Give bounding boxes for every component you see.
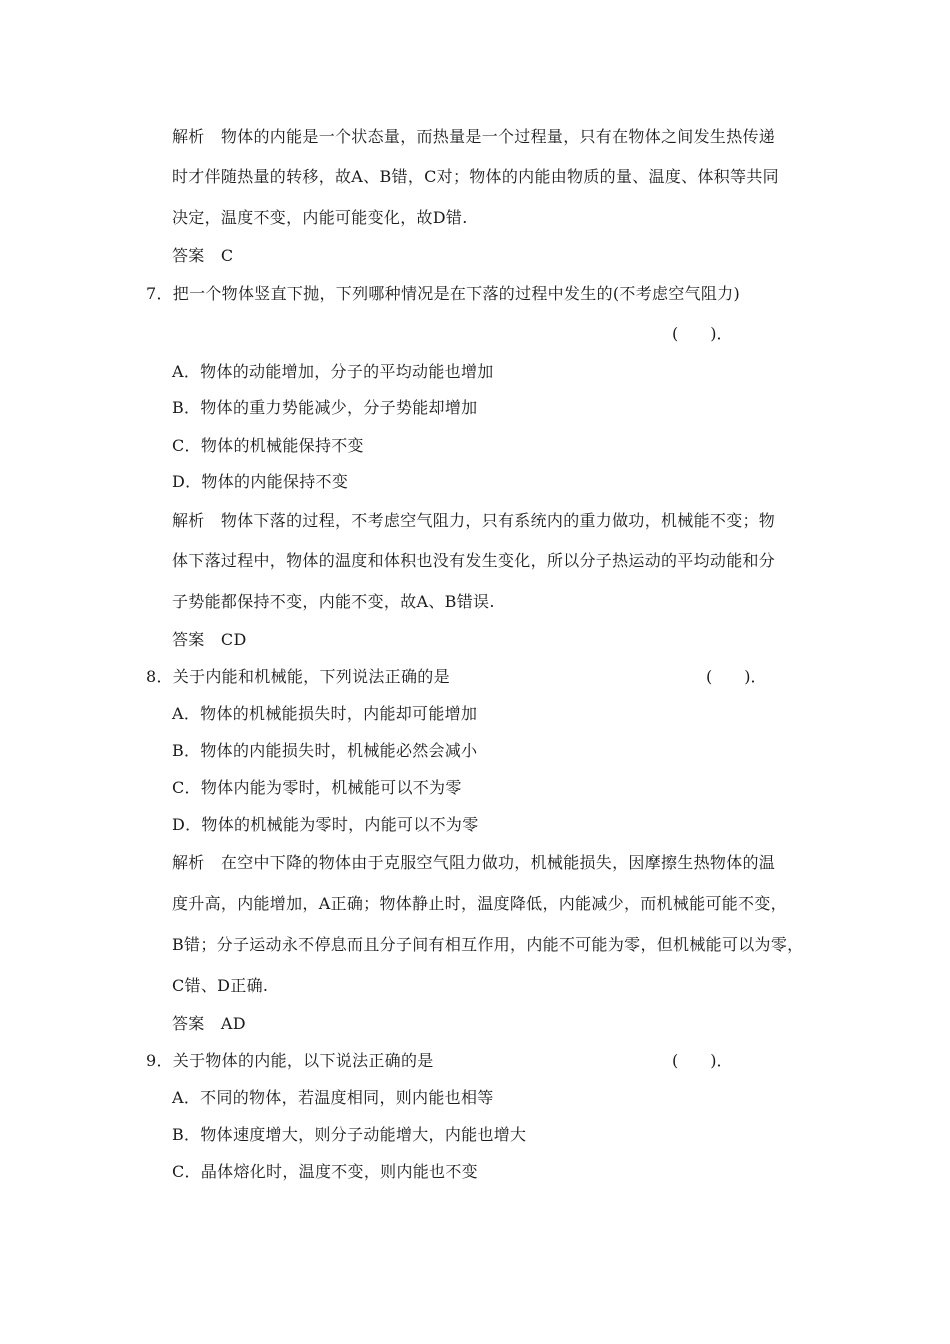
q6-answer: 答案 C: [172, 246, 234, 265]
q7-option-c: C．物体的机械能保持不变: [172, 436, 364, 455]
q8-analysis-line-1: 解析 在空中下降的物体由于克服空气阻力做功，机械能损失，因摩擦生热物体的温: [172, 853, 776, 872]
q7-stem: 7．把一个物体竖直下抛，下列哪种情况是在下落的过程中发生的(不考虑空气阻力): [146, 284, 741, 303]
q7-analysis-line-3: 子势能都保持不变，内能不变，故A、B错误.: [172, 592, 495, 611]
q9-option-c: C．晶体熔化时，温度不变，则内能也不变: [172, 1162, 478, 1181]
q9-stem: 9．关于物体的内能，以下说法正确的是: [146, 1051, 434, 1070]
q7-answer-bracket: ( )．: [672, 324, 733, 343]
q8-analysis-line-4: C错、D正确.: [172, 976, 269, 995]
q6-analysis-line-1: 解析 物体的内能是一个状态量，而热量是一个过程量，只有在物体之间发生热传递: [172, 127, 776, 146]
q7-option-d: D．物体的内能保持不变: [172, 472, 349, 491]
q7-analysis-line-2: 体下落过程中，物体的温度和体积也没有发生变化，所以分子热运动的平均动能和分: [172, 551, 776, 570]
q9-answer-bracket: ( )．: [672, 1051, 733, 1070]
q6-analysis-line-2: 时才伴随热量的转移，故A、B错，C对；物体的内能由物质的量、温度、体积等共同: [172, 167, 779, 186]
q8-stem: 8．关于内能和机械能，下列说法正确的是: [146, 667, 450, 686]
q6-analysis-line-3: 决定，温度不变，内能可能变化，故D错.: [172, 208, 468, 227]
q8-answer: 答案 AD: [172, 1014, 246, 1033]
q8-analysis-line-2: 度升高，内能增加，A正确；物体静止时，温度降低，内能减少，而机械能可能不变，: [172, 894, 787, 913]
q7-answer: 答案 CD: [172, 630, 247, 649]
q8-option-b: B．物体的内能损失时，机械能必然会减小: [172, 741, 478, 760]
q9-option-b: B．物体速度增大，则分子动能增大，内能也增大: [172, 1125, 527, 1144]
q7-analysis-line-1: 解析 物体下落的过程，不考虑空气阻力，只有系统内的重力做功，机械能不变；物: [172, 511, 776, 530]
q7-option-a: A．物体的动能增加，分子的平均动能也增加: [172, 362, 494, 381]
q8-option-d: D．物体的机械能为零时，内能可以不为零: [172, 815, 479, 834]
q7-option-b: B．物体的重力势能减少，分子势能却增加: [172, 398, 478, 417]
q8-option-c: C．物体内能为零时，机械能可以不为零: [172, 778, 462, 797]
q8-answer-bracket: ( )．: [706, 667, 767, 686]
q8-option-a: A．物体的机械能损失时，内能却可能增加: [172, 704, 478, 723]
q8-analysis-line-3: B错；分子运动永不停息而且分子间有相互作用，内能不可能为零，但机械能可以为零，: [172, 935, 804, 954]
q9-option-a: A．不同的物体，若温度相同，则内能也相等: [172, 1088, 494, 1107]
